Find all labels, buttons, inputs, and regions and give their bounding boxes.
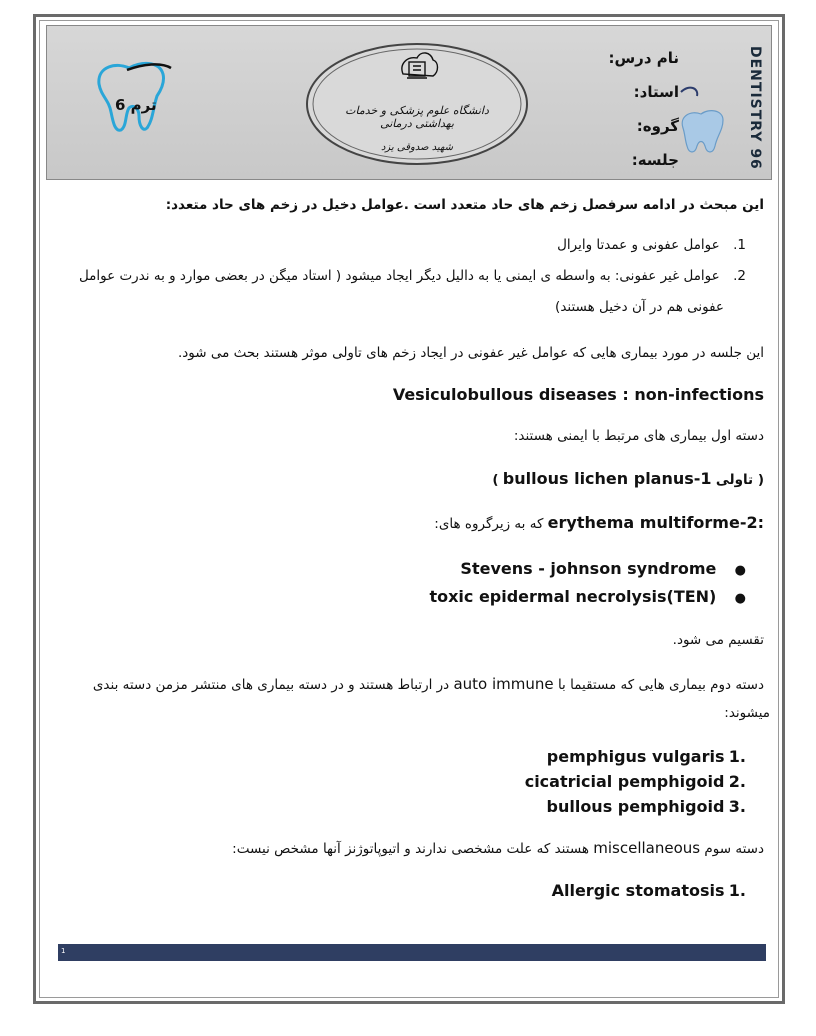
bullet-icon: ●	[734, 563, 746, 578]
page-number: 1	[61, 947, 66, 955]
item-paren-open: ( تاولی	[715, 472, 764, 488]
course-name-field: نام درس:	[608, 49, 679, 67]
page-header	[46, 25, 772, 180]
group-2-text-a: دسته دوم بیماری هایی که مستقیما با	[557, 677, 764, 693]
group-2-continued: میشوند:	[724, 705, 770, 721]
intro-text: این مبحث در ادامه سرفصل زخم های حاد متعدد است .عوامل دخیل در زخم های حاد متعدد:	[165, 197, 764, 213]
page-frame	[33, 14, 785, 1004]
session-note: این جلسه در مورد بیماری هایی که عوامل غیر عفونی در ایجاد زخم های تاولی موثر هستند بحث می شود.	[178, 345, 764, 361]
group-2-english: auto immune	[453, 675, 554, 693]
group-2-text-b: در ارتباط هستند و در دسته بیماری های منتشر مزمن دسته بندی	[92, 677, 450, 693]
item-paren-close: )	[492, 472, 499, 488]
group-1-item-1	[492, 469, 764, 488]
factor-item-2-continued: عفونی هم در آن دخیل هستند)	[555, 299, 724, 315]
factor-number: 2.	[733, 268, 746, 284]
item-english-name: erythema multiforme-2:	[547, 513, 764, 532]
group-3-text	[232, 839, 764, 857]
bullet-icon: ●	[734, 591, 746, 606]
section-heading: Vesiculobullous diseases : non-infections	[392, 385, 764, 404]
group-3-item-1	[552, 881, 746, 900]
group-2-item-2	[525, 772, 746, 791]
item-english-name: bullous lichen planus-1	[502, 469, 712, 488]
list-number: .3	[728, 797, 746, 816]
group-field: گروه:	[636, 117, 679, 135]
subtype-1	[460, 559, 746, 578]
group-3-english: miscellaneous	[593, 839, 701, 857]
header-fields	[559, 48, 679, 184]
group-2-item-1	[547, 747, 746, 766]
item-persian-text: که به زیرگروه های:	[434, 516, 544, 532]
list-number: .1	[728, 747, 746, 766]
disease-name: pemphigus vulgaris	[546, 747, 725, 766]
group-2-item-3	[547, 797, 747, 816]
group-3-text-b: هستند که علت مشخصی ندارند و اتیوپاتوژنز آنها مشخص نیست:	[232, 841, 589, 857]
subtypes-end: تقسیم می شود.	[672, 632, 764, 648]
session-field: جلسه:	[631, 151, 679, 169]
list-number: .2	[728, 772, 746, 791]
factor-number: 1.	[733, 237, 746, 253]
group-1-title: دسته اول بیماری های مرتبط با ایمنی هستند:	[513, 428, 764, 444]
factor-item-2	[79, 268, 746, 284]
footer-bar	[58, 944, 766, 961]
factor-text: عوامل غیر عفونی: به واسطه ی ایمنی یا به دالیل دیگر ایجاد میشود ( استاد میگن در بعضی موارد و به ندرت عوامل	[78, 268, 720, 284]
disease-name: cicatricial pemphigoid	[524, 772, 725, 791]
professor-field: استاد:	[633, 83, 679, 101]
factor-item-1	[557, 237, 746, 253]
group-1-item-2	[434, 513, 764, 532]
subtype-name: toxic epidermal necrolysis(TEN)	[429, 587, 717, 606]
list-number: .1	[728, 881, 746, 900]
university-subname: شهید صدوقی یزد	[380, 142, 454, 153]
dentistry-logo-text: DENTISTRY 96	[747, 46, 763, 170]
factor-text: عوامل عفونی و عمدتا وایرال	[557, 237, 720, 253]
disease-name: bullous pemphigoid	[546, 797, 725, 816]
group-2-text	[93, 675, 764, 693]
subtype-name: Stevens - johnson syndrome	[460, 559, 717, 578]
group-3-text-a: دسته سوم	[704, 841, 764, 857]
term-label: ترم 6	[115, 96, 157, 114]
university-name: دانشگاه علوم پزشکی و خدمات بهداشتی درمانی	[345, 104, 489, 130]
disease-name: Allergic stomatosis	[551, 881, 725, 900]
subtype-2	[429, 587, 746, 606]
